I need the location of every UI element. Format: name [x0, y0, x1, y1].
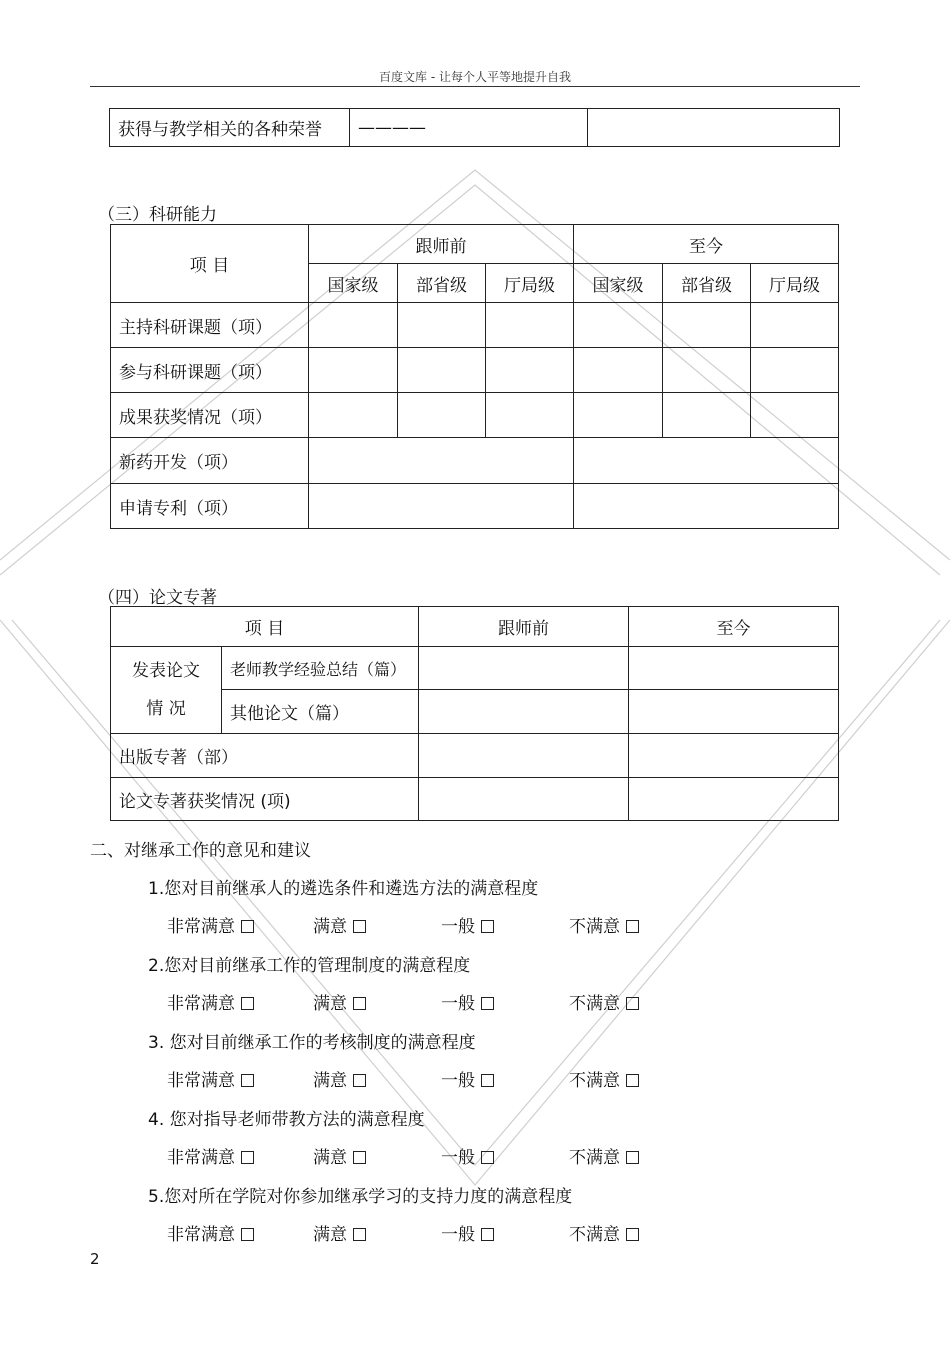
checkbox[interactable]: [626, 1074, 639, 1087]
section3-title: （三）科研能力: [98, 205, 217, 225]
honor-label: 获得与教学相关的各种荣誉: [110, 109, 350, 147]
papers-sub-row-label: 老师教学经验总结（篇）: [222, 647, 419, 690]
papers-table: [110, 606, 839, 821]
survey-option[interactable]: [167, 1143, 254, 1168]
checkbox[interactable]: [626, 997, 639, 1010]
papers-sub-row-label: 其他论文（篇）: [222, 690, 419, 734]
checkbox[interactable]: [241, 1074, 254, 1087]
papers-row-label: 论文专著获奖情况 (项): [111, 778, 419, 821]
checkbox[interactable]: [481, 1151, 494, 1164]
survey-option[interactable]: [313, 912, 366, 937]
survey-option-label: 非常满意: [167, 994, 235, 1014]
survey-option[interactable]: [313, 989, 366, 1014]
survey-option[interactable]: [441, 989, 494, 1014]
research-cell: [574, 393, 663, 438]
honor-empty-cell: [588, 109, 840, 147]
survey-option[interactable]: [569, 912, 639, 937]
research-cell: [574, 484, 839, 529]
survey-option[interactable]: [313, 1220, 366, 1245]
survey-option[interactable]: [167, 1066, 254, 1091]
survey-option[interactable]: [313, 1066, 366, 1091]
survey-question: 3. 您对目前继承工作的考核制度的满意程度: [148, 1033, 476, 1053]
research-cell: [398, 303, 486, 348]
survey-option-label: 满意: [313, 1225, 347, 1245]
survey-option[interactable]: [441, 1220, 494, 1245]
survey-option-label: 不满意: [569, 994, 620, 1014]
papers-group-label-line2: 情 况: [146, 699, 186, 719]
level-header: 国家级: [574, 264, 663, 303]
level-header: 部省级: [663, 264, 751, 303]
level-header: 厅局级: [486, 264, 574, 303]
survey-question: 2.您对目前继承工作的管理制度的满意程度: [148, 956, 471, 976]
research-row-label: 参与科研课题（项）: [111, 348, 309, 393]
research-cell: [486, 393, 574, 438]
checkbox[interactable]: [626, 920, 639, 933]
survey-option-label: 满意: [313, 1148, 347, 1168]
survey-option[interactable]: [441, 1066, 494, 1091]
research-cell: [751, 303, 839, 348]
survey-question: 1.您对目前继承人的遴选条件和遴选方法的满意程度: [148, 879, 539, 899]
research-col-item: 项 目: [111, 225, 309, 303]
survey-option-label: 一般: [441, 1225, 475, 1245]
survey-option-label: 不满意: [569, 1148, 620, 1168]
research-cell: [309, 303, 398, 348]
checkbox[interactable]: [481, 1074, 494, 1087]
papers-cell: [419, 690, 629, 734]
research-cell: [309, 393, 398, 438]
checkbox[interactable]: [353, 1151, 366, 1164]
papers-row-label: 出版专著（部）: [111, 734, 419, 778]
header-divider: [90, 86, 860, 87]
papers-group-label: [111, 647, 222, 734]
papers-cell: [629, 778, 839, 821]
research-cell: [309, 484, 574, 529]
checkbox[interactable]: [241, 920, 254, 933]
survey-option-label: 满意: [313, 917, 347, 937]
survey-option[interactable]: [441, 912, 494, 937]
research-cell: [486, 303, 574, 348]
research-table: [110, 224, 839, 529]
survey-option-label: 非常满意: [167, 1225, 235, 1245]
survey-question: 5.您对所在学院对你参加继承学习的支持力度的满意程度: [148, 1187, 573, 1207]
research-cell: [751, 348, 839, 393]
checkbox[interactable]: [241, 1151, 254, 1164]
page-number: 2: [90, 1250, 100, 1268]
research-col-before: 跟师前: [309, 225, 574, 264]
research-row-label: 新药开发（项）: [111, 438, 309, 484]
survey-option-label: 满意: [313, 1071, 347, 1091]
survey-option-label: 非常满意: [167, 917, 235, 937]
section4-title: （四）论文专著: [98, 588, 217, 608]
level-header: 国家级: [309, 264, 398, 303]
papers-cell: [629, 647, 839, 690]
honor-table: [109, 108, 840, 147]
papers-group-label-line1: 发表论文: [132, 661, 200, 681]
survey-option[interactable]: [569, 1220, 639, 1245]
page-header: 百度文库 - 让每个人平等地提升自我: [379, 70, 571, 84]
survey-option[interactable]: [569, 1066, 639, 1091]
research-row-label: 申请专利（项）: [111, 484, 309, 529]
checkbox[interactable]: [481, 920, 494, 933]
part2-title: 二、对继承工作的意见和建议: [90, 841, 311, 861]
survey-option[interactable]: [167, 1220, 254, 1245]
checkbox[interactable]: [626, 1228, 639, 1241]
honor-value: ————: [350, 109, 588, 147]
level-header: 厅局级: [751, 264, 839, 303]
survey-option-label: 不满意: [569, 917, 620, 937]
survey-option-label: 一般: [441, 1148, 475, 1168]
papers-col-now: 至今: [629, 607, 839, 647]
checkbox[interactable]: [241, 1228, 254, 1241]
papers-col-before: 跟师前: [419, 607, 629, 647]
papers-cell: [419, 778, 629, 821]
papers-col-item: 项 目: [111, 607, 419, 647]
research-cell: [574, 303, 663, 348]
research-row-label: 成果获奖情况（项）: [111, 393, 309, 438]
survey-option[interactable]: [569, 989, 639, 1014]
survey-option-label: 不满意: [569, 1225, 620, 1245]
survey-option-label: 不满意: [569, 1071, 620, 1091]
checkbox[interactable]: [481, 1228, 494, 1241]
survey-option-label: 一般: [441, 1071, 475, 1091]
survey-option-label: 一般: [441, 994, 475, 1014]
research-cell: [574, 348, 663, 393]
papers-cell: [419, 647, 629, 690]
research-cell: [309, 348, 398, 393]
checkbox[interactable]: [353, 920, 366, 933]
research-cell: [398, 348, 486, 393]
checkbox[interactable]: [353, 997, 366, 1010]
checkbox[interactable]: [626, 1151, 639, 1164]
research-cell: [751, 393, 839, 438]
survey-option[interactable]: [167, 989, 254, 1014]
research-cell: [663, 393, 751, 438]
checkbox[interactable]: [241, 997, 254, 1010]
research-cell: [663, 303, 751, 348]
level-header: 部省级: [398, 264, 486, 303]
research-cell: [398, 393, 486, 438]
research-cell: [486, 348, 574, 393]
survey-option[interactable]: [167, 912, 254, 937]
papers-cell: [629, 690, 839, 734]
papers-cell: [419, 734, 629, 778]
survey-option-label: 非常满意: [167, 1071, 235, 1091]
survey-option[interactable]: [569, 1143, 639, 1168]
research-cell: [309, 438, 574, 484]
survey-option[interactable]: [441, 1143, 494, 1168]
research-cell: [574, 438, 839, 484]
survey-option-label: 一般: [441, 917, 475, 937]
survey-option[interactable]: [313, 1143, 366, 1168]
papers-cell: [629, 734, 839, 778]
survey-question: 4. 您对指导老师带教方法的满意程度: [148, 1110, 425, 1130]
checkbox[interactable]: [353, 1074, 366, 1087]
checkbox[interactable]: [481, 997, 494, 1010]
survey-option-label: 非常满意: [167, 1148, 235, 1168]
survey-option-label: 满意: [313, 994, 347, 1014]
research-row-label: 主持科研课题（项）: [111, 303, 309, 348]
research-col-now: 至今: [574, 225, 839, 264]
research-cell: [663, 348, 751, 393]
checkbox[interactable]: [353, 1228, 366, 1241]
